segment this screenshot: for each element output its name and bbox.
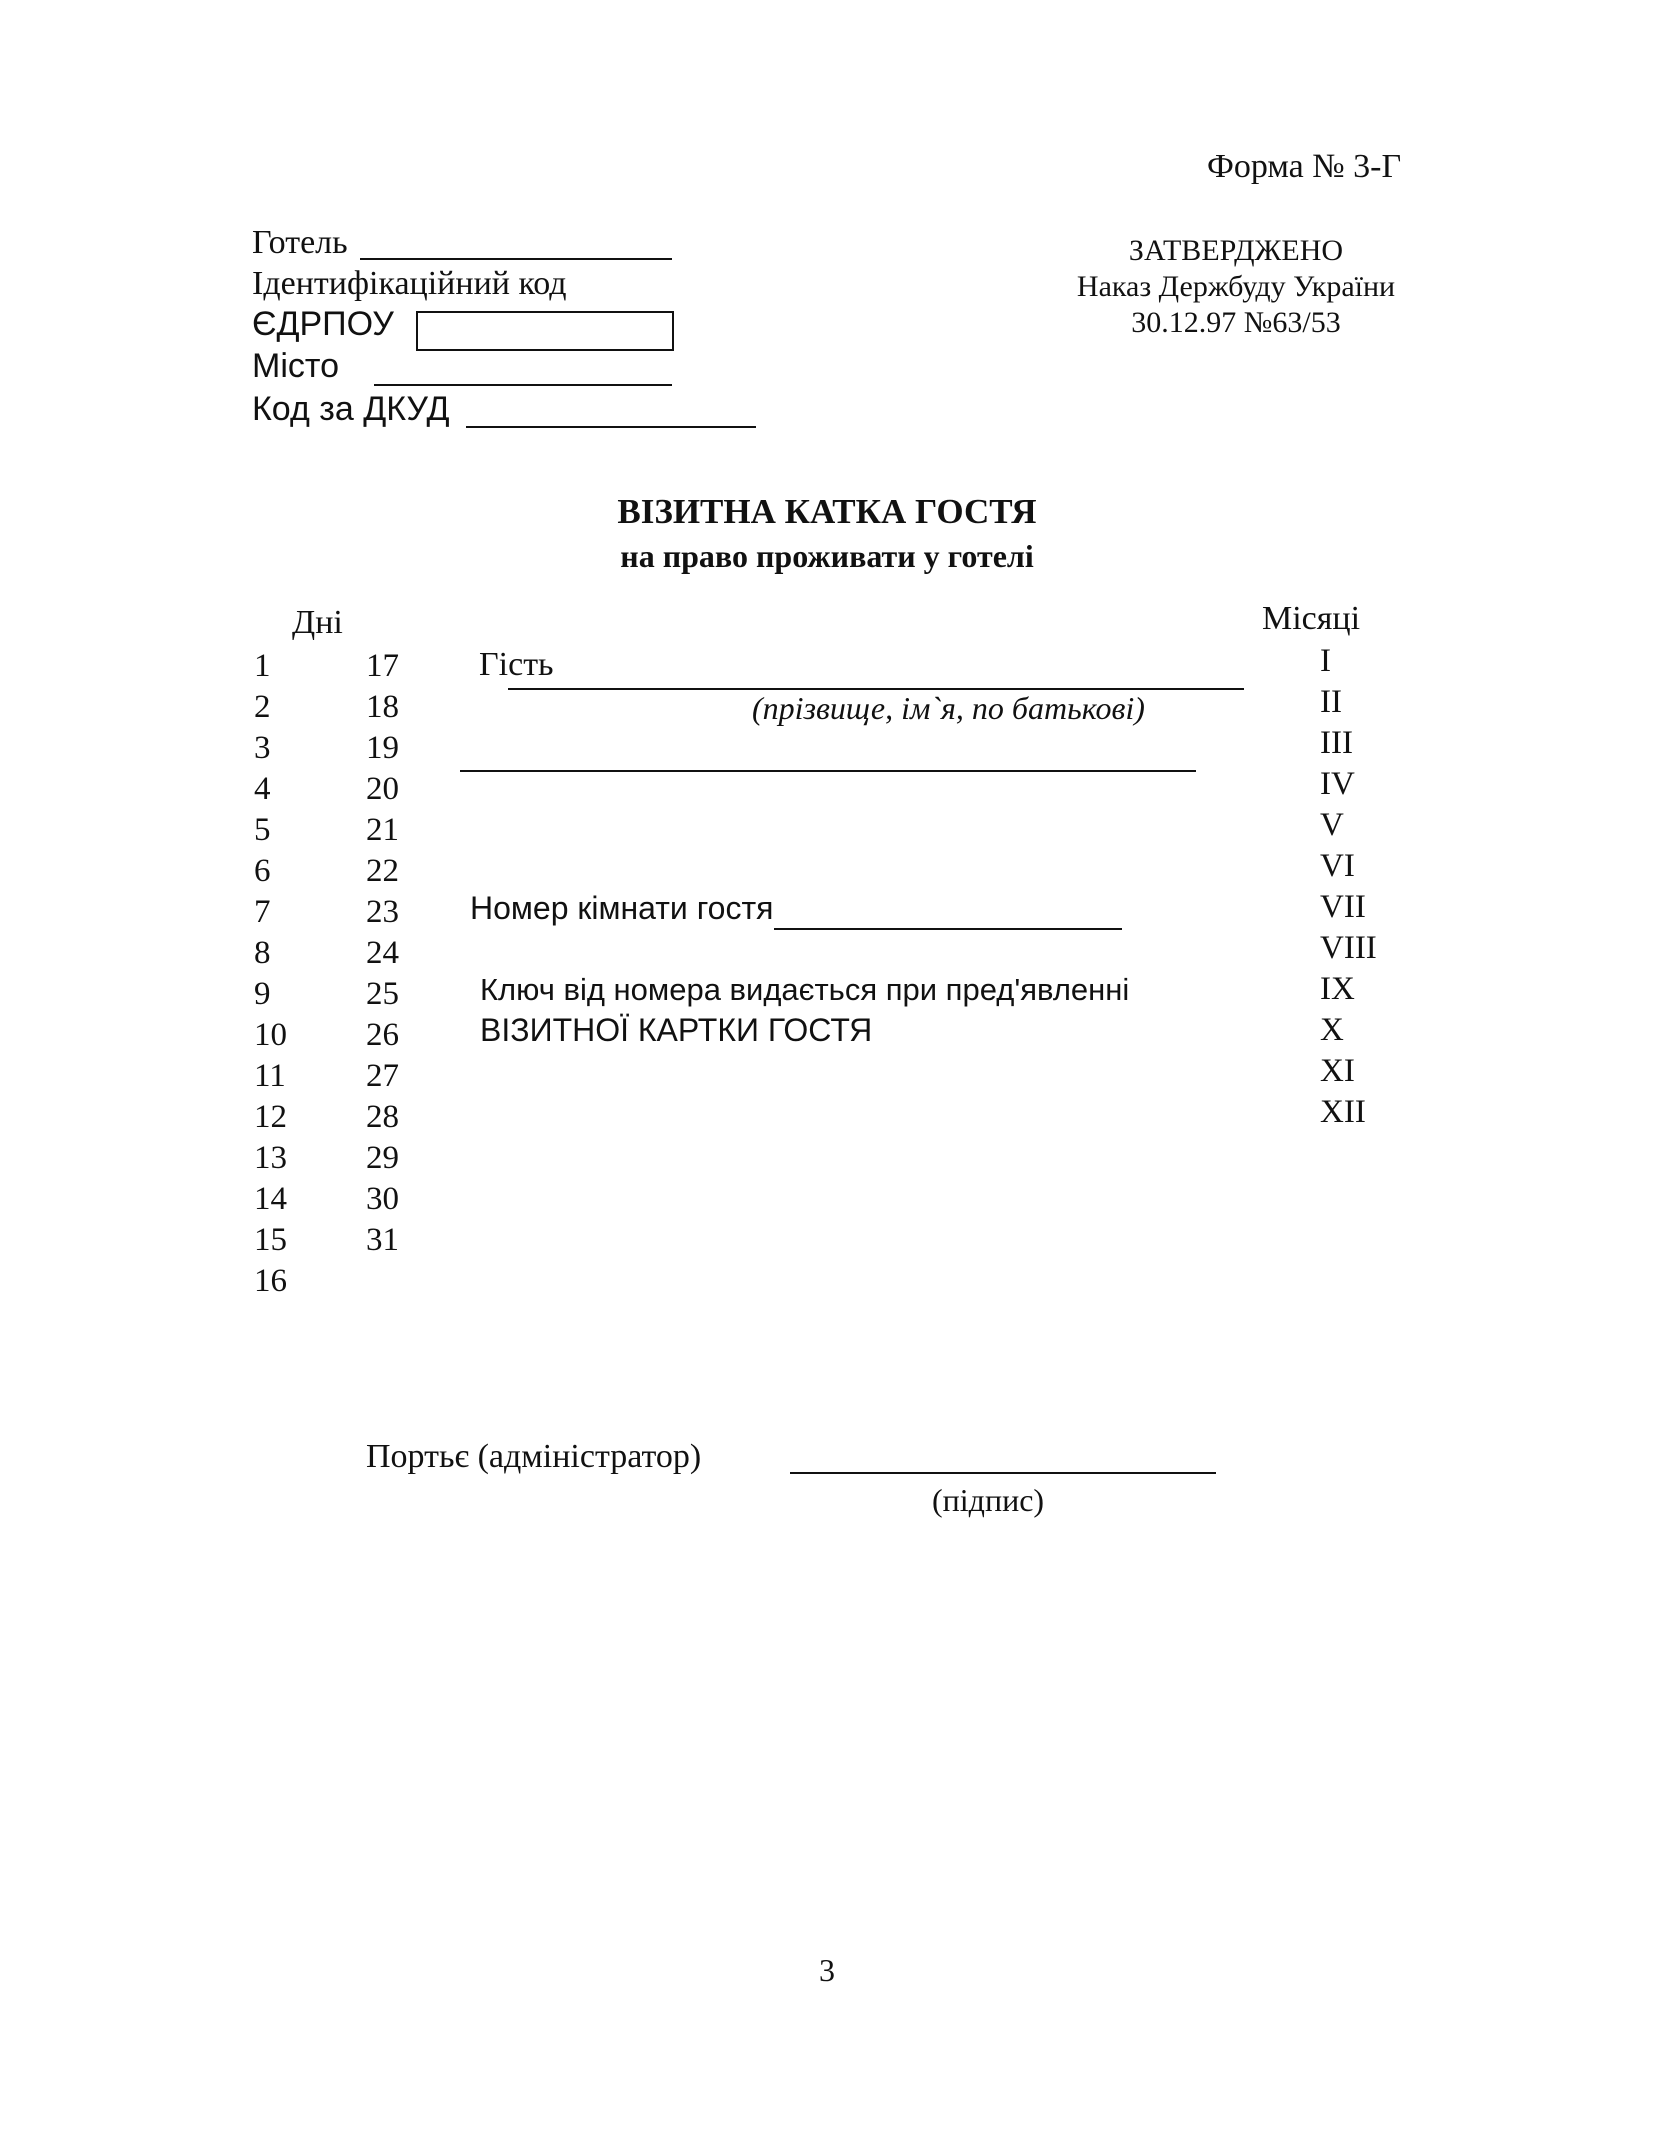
- day-number: 14: [254, 1181, 287, 1217]
- day-number: 7: [254, 894, 271, 930]
- month-numeral: IV: [1320, 766, 1355, 802]
- day-number: 25: [366, 976, 399, 1012]
- key-notice-line-2: ВІЗИТНОЇ КАРТКИ ГОСТЯ: [480, 1012, 873, 1048]
- day-number: 18: [366, 689, 399, 725]
- month-numeral: VIII: [1320, 930, 1377, 966]
- month-numeral: I: [1320, 643, 1331, 679]
- month-numeral: XII: [1320, 1094, 1366, 1130]
- approval-line-2: Наказ Держбуду України: [1076, 270, 1396, 303]
- approval-line-3: 30.12.97 №63/53: [1131, 306, 1341, 339]
- page-number: 3: [819, 1952, 835, 1988]
- day-number: 31: [366, 1222, 399, 1258]
- signature-hint: (підпис): [932, 1482, 1045, 1518]
- day-number: 2: [254, 689, 271, 725]
- day-number: 3: [254, 730, 271, 766]
- days-column-1: [254, 646, 287, 1302]
- day-number: 10: [254, 1017, 287, 1053]
- day-number: 20: [366, 771, 399, 807]
- day-number: 16: [254, 1263, 287, 1299]
- day-number: 12: [254, 1099, 287, 1135]
- month-numeral: VI: [1320, 848, 1355, 884]
- month-numeral: II: [1320, 684, 1342, 720]
- card-title: ВІЗИТНА КАТКА ГОСТЯ: [617, 492, 1037, 531]
- hotel-label: Готель: [252, 224, 348, 261]
- edrpou-input-box[interactable]: [416, 311, 674, 351]
- month-numeral: III: [1320, 725, 1353, 761]
- day-number: 22: [366, 853, 399, 889]
- day-number: 4: [254, 771, 271, 807]
- signature-label: Портьє (адміністратор): [366, 1438, 702, 1475]
- key-notice-line-1: Ключ від номера видається при пред'явленні: [480, 972, 1130, 1007]
- month-numeral: IX: [1320, 971, 1355, 1007]
- signature-line[interactable]: [790, 1472, 1216, 1474]
- city-label: Місто: [252, 347, 339, 385]
- hotel-field-line[interactable]: [360, 258, 672, 260]
- day-number: 1: [254, 648, 271, 684]
- days-column-2: [366, 646, 399, 1261]
- id-code-label: Ідентифікаційний код: [252, 265, 567, 302]
- month-numeral: VII: [1320, 889, 1366, 925]
- approval-line-1: ЗАТВЕРДЖЕНО: [1128, 234, 1344, 267]
- months-label: Місяці: [1262, 600, 1361, 637]
- day-number: 27: [366, 1058, 399, 1094]
- month-numeral: V: [1320, 807, 1344, 843]
- guest-label: Гість: [479, 646, 554, 683]
- room-number-line[interactable]: [774, 928, 1122, 930]
- day-number: 23: [366, 894, 399, 930]
- day-number: 13: [254, 1140, 287, 1176]
- day-number: 28: [366, 1099, 399, 1135]
- guest-name-hint: (прізвище, ім`я, по батькові): [752, 690, 1145, 726]
- day-number: 9: [254, 976, 271, 1012]
- day-number: 17: [366, 648, 399, 684]
- room-label: Номер кімнати гостя: [470, 890, 774, 926]
- day-number: 11: [254, 1058, 286, 1094]
- day-number: 19: [366, 730, 399, 766]
- day-number: 21: [366, 812, 399, 848]
- month-numeral: X: [1320, 1012, 1344, 1048]
- dkud-label: Код за ДКУД: [252, 390, 450, 428]
- day-number: 30: [366, 1181, 399, 1217]
- day-number: 5: [254, 812, 271, 848]
- edrpou-label: ЄДРПОУ: [252, 305, 394, 343]
- day-number: 15: [254, 1222, 287, 1258]
- day-number: 6: [254, 853, 271, 889]
- day-number: 8: [254, 935, 271, 971]
- day-number: 24: [366, 935, 399, 971]
- dkud-field-line[interactable]: [466, 426, 756, 428]
- city-field-line[interactable]: [374, 384, 672, 386]
- day-number: 29: [366, 1140, 399, 1176]
- days-label: Дні: [292, 604, 343, 641]
- card-subtitle: на право проживати у готелі: [620, 538, 1034, 574]
- day-number: 26: [366, 1017, 399, 1053]
- form-number: Форма № 3-Г: [1207, 148, 1402, 185]
- months-column: [1320, 641, 1377, 1133]
- month-numeral: XI: [1320, 1053, 1355, 1089]
- guest-extra-line[interactable]: [460, 770, 1196, 772]
